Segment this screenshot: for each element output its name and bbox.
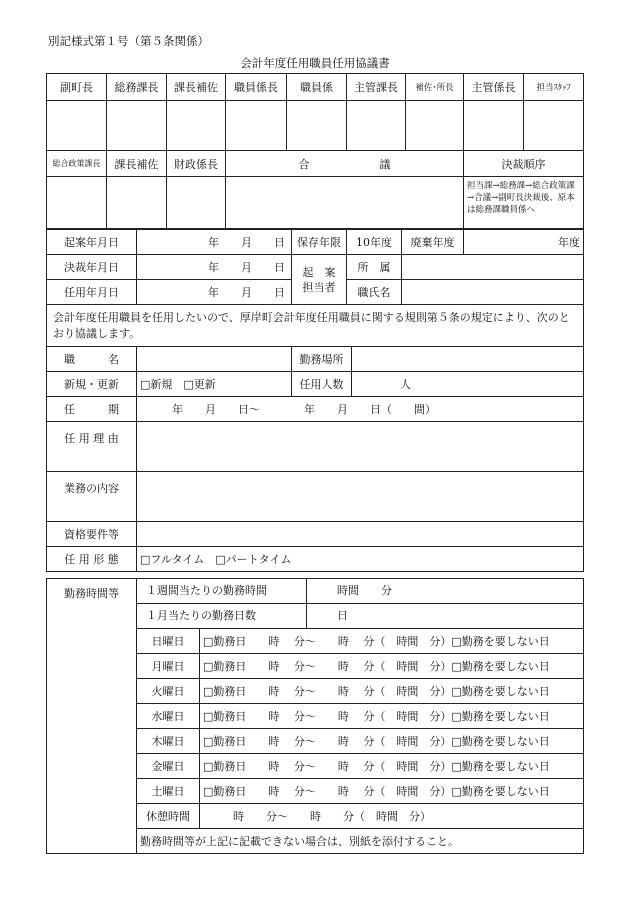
- keitai-checkboxes[interactable]: □フルタイム □パートタイム: [137, 547, 584, 572]
- kian-label: 起案年月日: [47, 230, 137, 255]
- dates-table: [46, 229, 584, 305]
- day-schedule[interactable]: □勤務日 時 分～ 時 分（ 時間 分）□勤務を要しない日: [200, 629, 584, 654]
- hozon-label: 保存年限: [292, 230, 347, 255]
- form-title: 会計年度任用職員任用協議書: [240, 56, 390, 70]
- day-schedule[interactable]: □勤務日 時 分～ 時 分（ 時間 分）□勤務を要しない日: [200, 754, 584, 779]
- keitai-label: 任 用 形 態: [47, 547, 137, 572]
- approval-role-label: 主管課長: [347, 74, 406, 101]
- aigi-box[interactable]: [226, 177, 464, 229]
- hozon-value: 10年度: [347, 230, 402, 255]
- ninyo-label: 任用年月日: [47, 280, 137, 305]
- ninyo-ninzu-label: 任用人数: [292, 372, 352, 397]
- aigi-char-1: 合: [298, 157, 310, 171]
- hours-footnote: 勤務時間等が上記に記載できない場合は、別紙を添付すること。: [137, 829, 584, 854]
- day-label: 火曜日: [137, 679, 200, 704]
- main-table: [46, 304, 584, 572]
- shozoku-label: 所 属: [347, 255, 402, 280]
- shokumei-label: 職氏名: [347, 280, 402, 305]
- break-value: 時 分～ 時 分（ 時間 分）: [233, 810, 431, 823]
- stamp-box[interactable]: [167, 101, 226, 151]
- approval-header-row: [47, 74, 584, 101]
- weekly-hours-row[interactable]: [137, 579, 584, 604]
- stamp-box[interactable]: [47, 177, 107, 229]
- gyomu-input[interactable]: [137, 472, 584, 522]
- shokumei-value[interactable]: [402, 280, 584, 305]
- label-aigi: [226, 151, 464, 177]
- weekly-hours-label: １週間当たりの勤務時間: [137, 579, 307, 603]
- form-label: 別記様式第１号（第５条関係）: [48, 34, 209, 48]
- intro-text: 会計年度任用職員を任用したいので、厚岸町会計年度任用職員に関する規則第５条の規定により、次のとおり協議します。: [47, 305, 584, 347]
- shikaku-input[interactable]: [137, 522, 584, 547]
- hours-table: [46, 578, 584, 854]
- approval-role-label: 補佐･所長: [406, 74, 464, 101]
- label-zaisei: 財政係長: [167, 151, 226, 177]
- day-schedule[interactable]: □勤務日 時 分～ 時 分（ 時間 分）□勤務を要しない日: [200, 704, 584, 729]
- kinmu-basho-input[interactable]: [352, 347, 584, 372]
- shinki-koshin-label: 新規・更新: [47, 372, 137, 397]
- label-kessai-order: 決裁順序: [464, 151, 584, 177]
- approval-role-label: 副町長: [47, 74, 107, 101]
- jikan-label: 勤務時間等: [47, 579, 137, 854]
- break-label: 休憩時間: [137, 804, 200, 829]
- approval-stamp-row: [47, 101, 584, 151]
- stamp-box[interactable]: [107, 101, 167, 151]
- monthly-days-row[interactable]: [137, 604, 584, 629]
- stamp-box[interactable]: [524, 101, 584, 151]
- shoku-input[interactable]: [137, 347, 292, 372]
- route-note: 担当課→総務課→総合政策課→合議→副町長決裁後、原本は総務課職員係へ: [464, 177, 584, 229]
- stamp-box[interactable]: [406, 101, 464, 151]
- break-input[interactable]: [200, 804, 584, 829]
- stamp-box[interactable]: [464, 101, 524, 151]
- approval-role-label: 総務課長: [107, 74, 167, 101]
- day-label: 日曜日: [137, 629, 200, 654]
- monthly-days-label: １月当たりの勤務日数: [137, 604, 307, 628]
- riyu-input[interactable]: [137, 422, 584, 472]
- kian-tanto-label: 起 案 担当者: [292, 255, 347, 305]
- riyu-label: 任 用 理 由: [47, 422, 137, 472]
- day-schedule[interactable]: □勤務日 時 分～ 時 分（ 時間 分）□勤務を要しない日: [200, 654, 584, 679]
- stamp-box[interactable]: [107, 177, 167, 229]
- stamp-box[interactable]: [226, 101, 287, 151]
- approval-role-label: 職員係: [287, 74, 347, 101]
- label-sogo-seisaku: 総合政策課長: [47, 151, 107, 177]
- day-label: 水曜日: [137, 704, 200, 729]
- haiki-value[interactable]: 年度: [464, 230, 584, 255]
- ninyo-ninzu-input[interactable]: 人: [352, 372, 584, 397]
- gyomu-label: 業務の内容: [47, 472, 137, 522]
- monthly-days-value: 日: [337, 609, 348, 622]
- kinmu-basho-label: 勤務場所: [292, 347, 352, 372]
- shikaku-label: 資格要件等: [47, 522, 137, 547]
- aigi-char-2: 議: [379, 157, 391, 171]
- shoku-label: 職 名: [47, 347, 137, 372]
- approval-role-label: 担当ｽﾀｯﾌ: [524, 74, 584, 101]
- approval-role-label: 職員係長: [226, 74, 287, 101]
- approval-stamp-row-2: [47, 177, 584, 229]
- shozoku-value[interactable]: [402, 255, 584, 280]
- stamp-box[interactable]: [47, 101, 107, 151]
- day-label: 金曜日: [137, 754, 200, 779]
- weekly-hours-value: 時間 分: [337, 584, 392, 597]
- approval-header-row-2: [47, 151, 584, 177]
- stamp-box[interactable]: [347, 101, 406, 151]
- stamp-box[interactable]: [287, 101, 347, 151]
- label-kacho-hosa: 課長補佐: [107, 151, 167, 177]
- day-schedule[interactable]: □勤務日 時 分～ 時 分（ 時間 分）□勤務を要しない日: [200, 729, 584, 754]
- kikan-input[interactable]: 年 月 日～ 年 月 日（ 間）: [137, 397, 584, 422]
- approval-role-label: 主管係長: [464, 74, 524, 101]
- day-label: 月曜日: [137, 654, 200, 679]
- kessai-date[interactable]: 年 月 日: [137, 255, 292, 280]
- kessai-label: 決裁年月日: [47, 255, 137, 280]
- kikan-label: 任 期: [47, 397, 137, 422]
- ninyo-date[interactable]: 年 月 日: [137, 280, 292, 305]
- shinki-koshin-checkboxes[interactable]: □新規 □更新: [137, 372, 292, 397]
- kian-date[interactable]: 年 月 日: [137, 230, 292, 255]
- day-label: 木曜日: [137, 729, 200, 754]
- approval-role-label: 課長補佐: [167, 74, 226, 101]
- day-label: 土曜日: [137, 779, 200, 804]
- day-schedule[interactable]: □勤務日 時 分～ 時 分（ 時間 分）□勤務を要しない日: [200, 679, 584, 704]
- stamp-box[interactable]: [167, 177, 226, 229]
- haiki-label: 廃棄年度: [402, 230, 464, 255]
- day-schedule[interactable]: □勤務日 時 分～ 時 分（ 時間 分）□勤務を要しない日: [200, 779, 584, 804]
- approval-table: [46, 73, 584, 229]
